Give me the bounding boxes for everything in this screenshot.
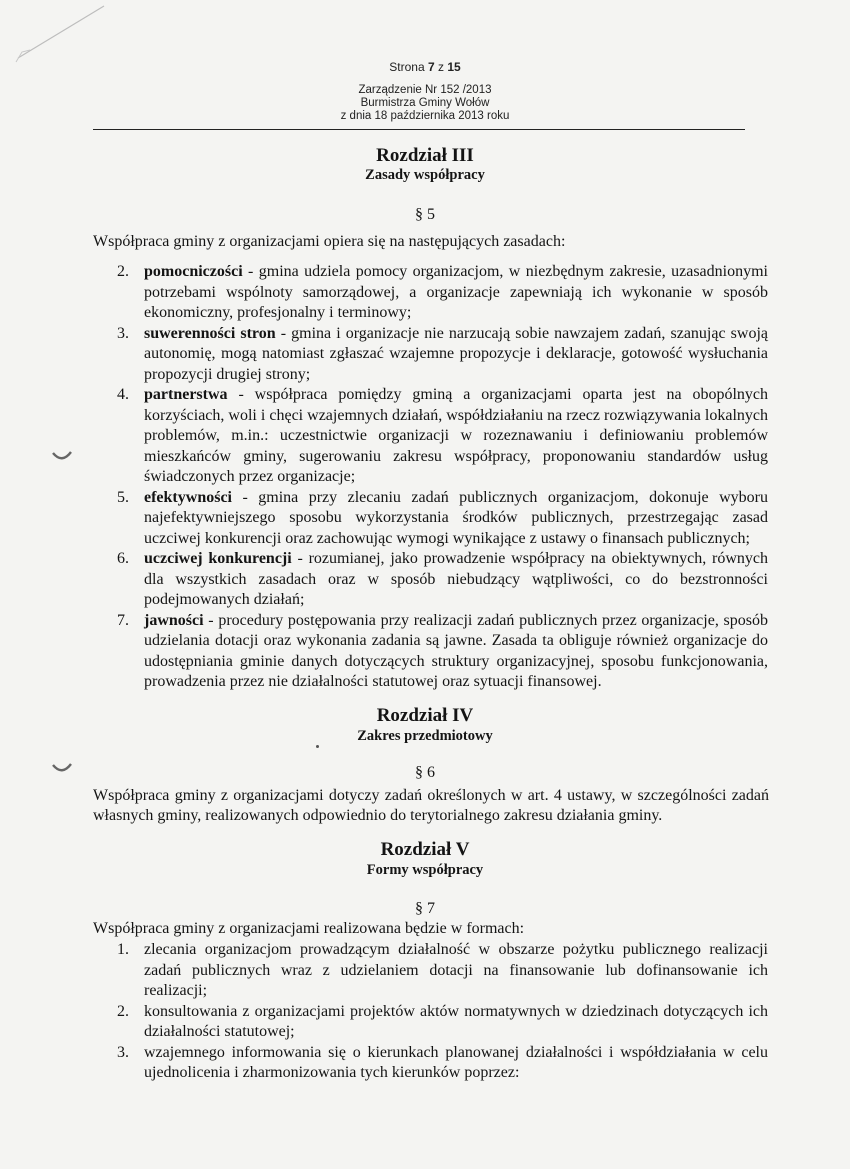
principle-term: uczciwej konkurencji <box>144 550 292 567</box>
document-header <box>0 84 850 123</box>
header-line-date: z dnia 18 października 2013 roku <box>340 110 510 122</box>
header-line-authority: Burmistrza Gminy Wołów <box>360 97 490 109</box>
chapter-3-title: Rozdział III <box>376 145 474 166</box>
forms-list <box>93 940 768 1084</box>
principle-term: partnerstwa <box>144 386 228 403</box>
principle-term: suwerenności stron <box>144 324 276 342</box>
binder-hole-mark <box>52 450 72 464</box>
principle-term: jawności <box>144 611 204 629</box>
list-item: 1. zlecania organizacjom prowadzącym działalność w obszarze pożytku publicznego realizacji zadań publicznych wraz z udzielaniem dotacji na finansowanie lub dofinansowanie ich realizacji; <box>117 941 768 999</box>
page-current: 7 <box>427 60 435 74</box>
principles-list <box>93 262 768 693</box>
chapter-4-subtitle: Zakres przedmiotowy <box>357 728 493 744</box>
list-item: 3. wzajemnego informowania się o kierunkach planowanej działalności i współdziałania w celu ujednolicenia i zharmonizowania tych kierunków poprzez: <box>117 1043 768 1081</box>
header-divider <box>93 129 745 130</box>
principle-term: efektywności <box>144 488 232 506</box>
list-item: 2. pomocniczości - gmina udziela pomocy organizacjom, w niezbędnym zakresie, uzasadnionymi potrzebami wspólnoty samorządowej, a organizacje zapewniają ich wykonanie w sposób ekonomiczny, profesjonalny i terminowy; <box>117 263 768 321</box>
chapter-4-title: Rozdział IV <box>376 705 474 726</box>
chapter-5-subtitle: Formy współpracy <box>366 862 484 878</box>
page-of: z <box>438 60 445 74</box>
section-6-text: Współpraca gminy z organizacjami dotyczy zadań określonych w art. 4 ustawy, w szczególności zadań własnych gminy, realizowanych odpowiednio do terytorialnego zakresu działania gminy. <box>93 787 769 824</box>
speck <box>316 745 319 748</box>
chapter-5-title: Rozdział V <box>380 839 470 860</box>
chapter-3-subtitle: Zasady współpracy <box>365 167 485 183</box>
list-item: 7. jawności - procedury postępowania przy realizacji zadań publicznych przez organizacje, sposób udzielania dotacji oraz wykonania zadania są jawne. Zasada ta obliguje również organizacje do udostępniania gminie danych dotyczących struktury organizacyjnej, sposobu funkcjonowania, prowadzenia przez nie działalności statutowej oraz sytuacji finansowej. <box>117 611 768 690</box>
principle-term: pomocniczości <box>144 263 243 280</box>
list-item: 6. uczciwej konkurencji - rozumianej, jako prowadzenie współpracy na obiektywnych, równych dla wszystkich zasadach oraz w sposób niebudzący wątpliwości, co do bezstronności podejmowanych działań; <box>117 550 768 608</box>
section-5-lead: Współpraca gminy z organizacjami opiera się na następujących zasadach: <box>93 233 566 250</box>
section-7-lead: Współpraca gminy z organizacjami realizowana będzie w formach: <box>93 920 525 937</box>
list-item: 4. partnerstwa - współpraca pomiędzy gminą a organizacjami oparta jest na obopólnych korzyściach, woli i chęci wzajemnych działań, współdziałaniu na rzecz rozwiązywania lokalnych problemów, m.in.: uczestnictwie organizacji w rozeznawaniu i definiowaniu problemów mieszkańców gminy, sugerowaniu zakresu współpracy, proponowaniu standardów usług świadczonych przez organizacje; <box>117 386 768 485</box>
list-item: 5. efektywności - gmina przy zlecaniu zadań publicznych organizacjom, dokonuje wyboru najefektywniejszego sposobu wykorzystania środków publicznych, przestrzegając zasad uczciwej konkurencji oraz zachowując wymogi wynikające z ustawy o finansach publicznych; <box>117 488 768 547</box>
list-item: 3. suwerenności stron - gmina i organizacje nie narzucają sobie nawzajem zadań, szanując swoją autonomię, mogą natomiast zgłaszać wzajemne propozycje i deklaracje, gotowość wysłuchania propozycji drugiej strony; <box>117 324 768 383</box>
section-5-sign: § 5 <box>415 206 435 223</box>
page-label: Strona <box>389 60 425 74</box>
header-line-ordinance: Zarządzenie Nr 152 /2013 <box>358 84 492 96</box>
page-total: 15 <box>447 60 461 74</box>
section-7-sign: § 7 <box>415 900 435 917</box>
page-number <box>0 60 850 74</box>
section-6-sign: § 6 <box>415 764 435 781</box>
list-item: 2. konsultowania z organizacjami projektów aktów normatywnych w dziedzinach dotyczących ich działalności statutowej; <box>117 1002 768 1040</box>
